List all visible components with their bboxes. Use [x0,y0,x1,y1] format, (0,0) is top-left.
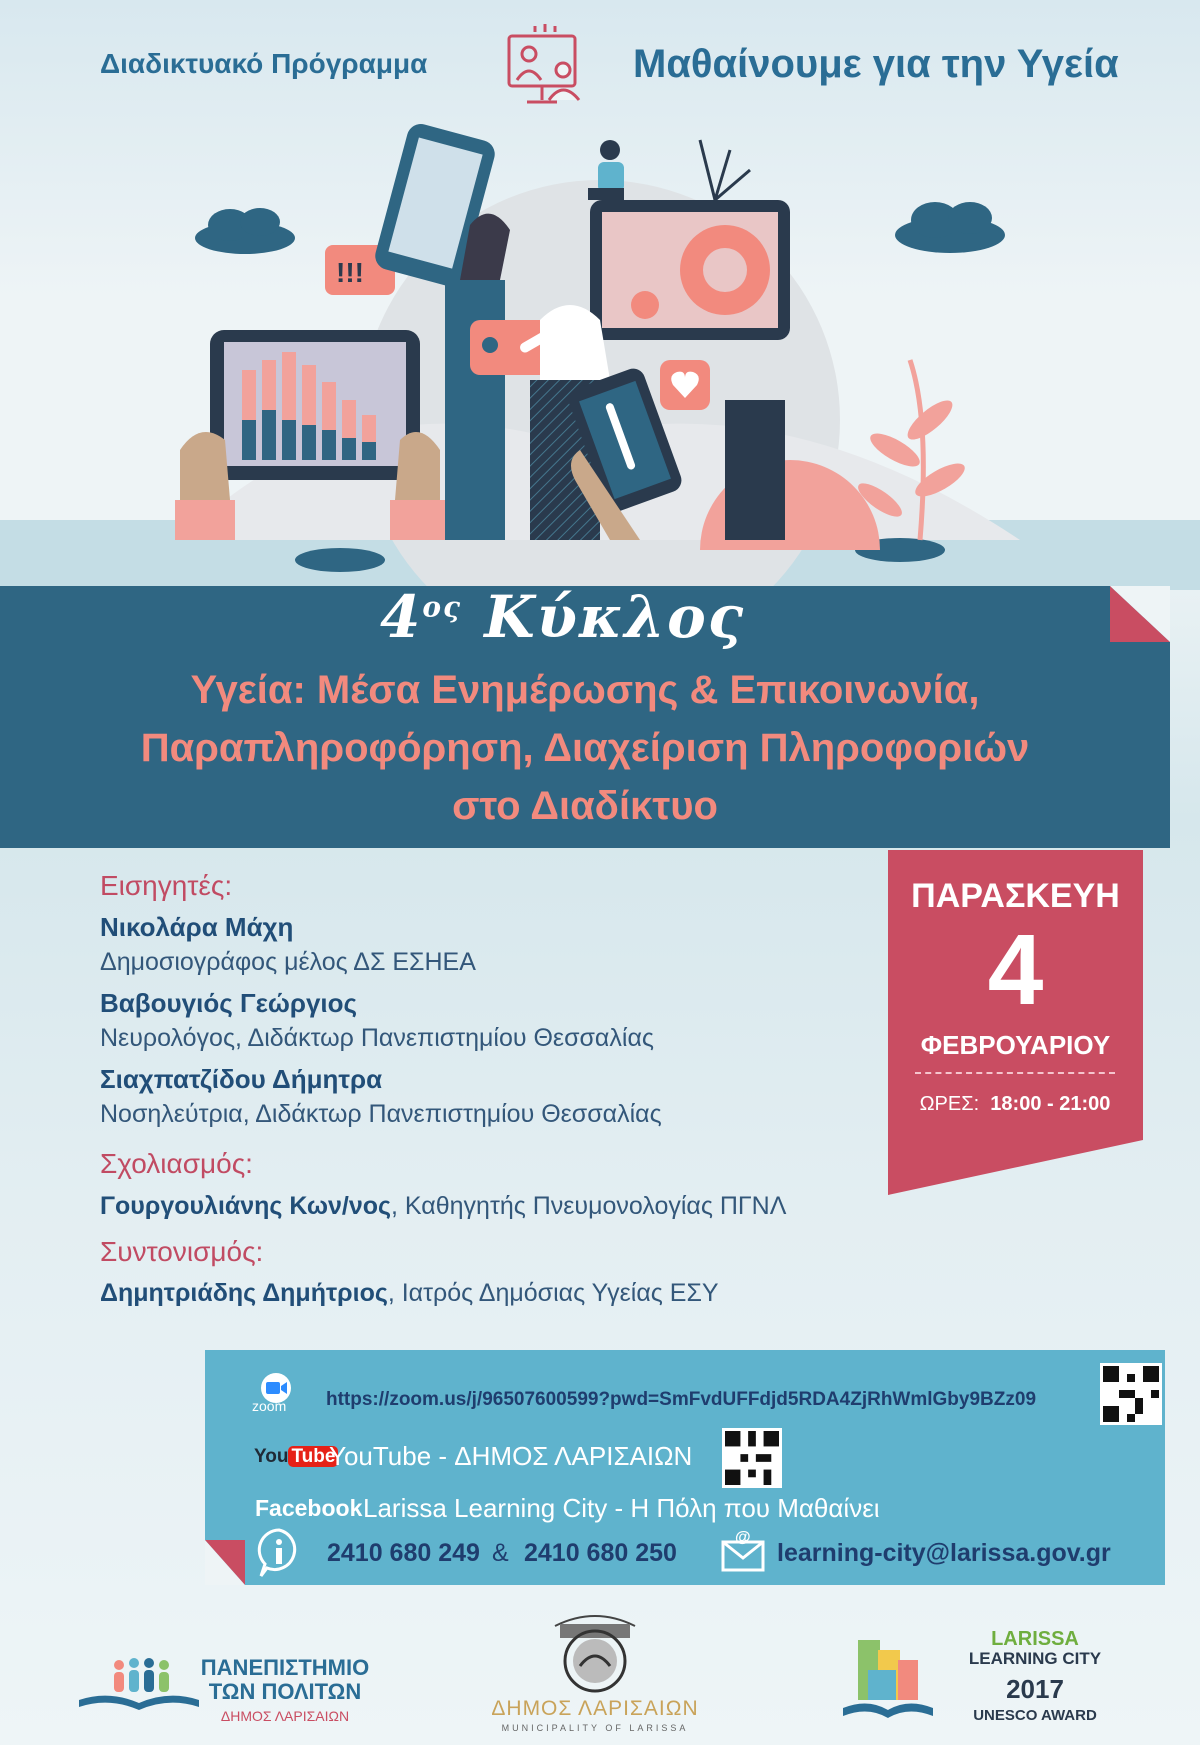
info-icon [255,1528,303,1578]
phone-number[interactable]: 2410 680 249 [327,1539,480,1567]
speaker-name: Σιαχπατζίδου Δήμητρα [100,1064,383,1094]
cycle-suffix: ος [422,590,463,624]
speakers-label: Εισηγητές: [100,870,233,901]
municipality-seal [545,1606,645,1696]
svg-text:@: @ [735,1529,751,1546]
speaker-role: Νοσηλεύτρια, Διδάκτωρ Πανεπιστημίου Θεσσαλίας [100,1100,662,1128]
learning-city-logo [838,1630,938,1730]
commentary-line [100,1192,786,1221]
hours-line [910,1093,1120,1116]
citizens-university-name [200,1656,370,1728]
citizens-university-line1: ΠΑΝΕΠΙΣΤΗΜΙΟ [200,1655,370,1680]
youtube-logo-you: You [254,1446,289,1467]
banner-fold [1110,586,1170,642]
date-month: ΦΕΒΡΟΥΑΡΙΟΥ [920,1030,1111,1060]
commentary-label: Σχολιασμός: [100,1148,253,1179]
learning-city-line2: LEARNING CITY [968,1649,1102,1668]
cycle-number: 4 [380,583,423,651]
banner-title-line3: στο Διαδίκτυο [452,784,718,828]
svg-text:!!!: !!! [336,257,364,288]
facebook-link[interactable]: Larissa Learning City - Η Πόλη που Μαθαίνει [363,1493,880,1523]
coordination-label: Συντονισμός: [100,1236,264,1267]
speaker-role: Νευρολόγος, Διδάκτωρ Πανεπιστημίου Θεσσαλίας [100,1024,654,1052]
health-media-illustration [140,120,1060,590]
online-teaching-icon [505,22,585,112]
speaker-name: Νικολάρα Μάχη [100,912,294,942]
youtube-qr-code [722,1428,782,1488]
learning-city-award: UNESCO AWARD [973,1707,1097,1724]
phone-number[interactable]: 2410 680 250 [524,1539,677,1567]
commentator-name: Γουργουλιάνης Κων/νος [100,1192,392,1220]
cloud-icon [195,208,295,254]
municipality-name: ΔΗΜΟΣ ΛΑΡΙΣΑΙΩΝ [491,1697,699,1720]
commentator-role: , Καθηγητής Πνευμονολογίας ΠΓΝΛ [391,1192,787,1220]
date-day: 4 [987,914,1044,1026]
email-icon [720,1528,766,1574]
email-link[interactable]: learning-city@larissa.gov.gr [777,1539,1111,1567]
coordination-line [100,1279,719,1308]
learning-city-year: 2017 [1006,1674,1064,1704]
speaker-name: Βαβουγιός Γεώργιος [100,988,358,1018]
speaker-role: Δημοσιογράφος μέλος ΔΣ ΕΣΗΕΑ [100,948,476,976]
youtube-link[interactable]: YouTube - ΔΗΜΟΣ ΛΑΡΙΣΑΙΩΝ [329,1441,693,1471]
cycle-word: Κύκλος [484,583,746,651]
date-divider [915,1072,1115,1074]
contact-panel-fold [205,1540,245,1585]
learning-city-line1: LARISSA [991,1628,1079,1650]
cycle-heading [380,583,745,651]
zoom-link[interactable]: https://zoom.us/j/96507600599?pwd=SmFvdUFFdjd5RDA4ZjRhWmlGby9BZz09 [326,1389,1037,1410]
zoom-qr-code [1100,1363,1162,1425]
cloud-icon [895,202,1005,253]
youtube-logo [254,1446,338,1468]
learning-city-text [960,1630,1110,1725]
coordinator-name: Δημητριάδης Δημήτριος [100,1279,388,1307]
facebook-label: Facebook [255,1495,363,1521]
youtube-logo-tube: Tube [288,1446,338,1467]
banner-title-line1: Υγεία: Μέσα Ενημέρωσης & Επικοινωνία, [190,668,980,712]
program-title: Μαθαίνουμε για την Υγεία [633,42,1119,86]
phone-separator: & [492,1539,509,1567]
zoom-label: zoom [252,1398,287,1414]
program-label: Διαδικτυακό Πρόγραμμα [100,48,428,79]
citizens-university-logo [74,1655,204,1725]
citizens-university-line2: ΤΩΝ ΠΟΛΙΤΩΝ [208,1679,362,1704]
banner-title-line2: Παραπληροφόρηση, Διαχείριση Πληροφοριών [140,726,1030,770]
hours-value: 18:00 - 21:00 [990,1093,1111,1115]
municipality-name-en: MUNICIPALITY OF LARISSA [501,1723,689,1733]
coordinator-role: , Ιατρός Δημόσιας Υγείας ΕΣΥ [387,1279,719,1307]
hours-label: ΩΡΕΣ: [919,1093,980,1115]
date-weekday: ΠΑΡΑΣΚΕΥΗ [911,877,1120,915]
citizens-university-line3: ΔΗΜΟΣ ΛΑΡΙΣΑΙΩΝ [220,1708,350,1724]
